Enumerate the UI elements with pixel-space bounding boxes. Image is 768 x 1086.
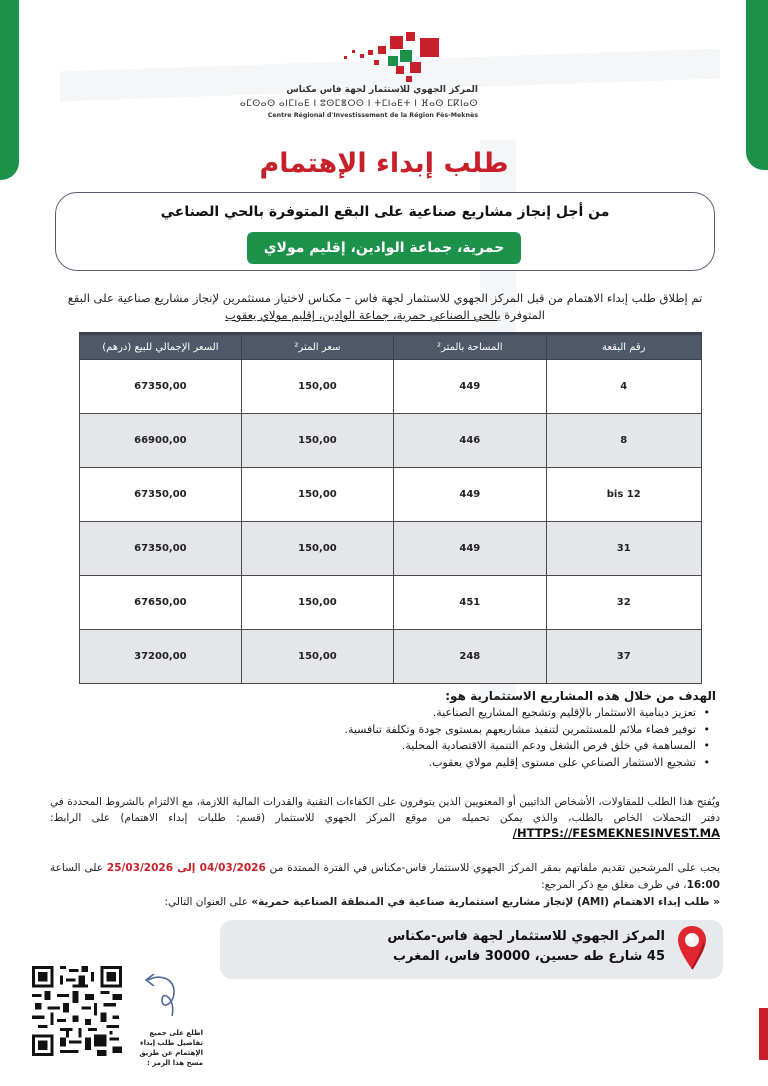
deadline-text: على العنوان التالي: <box>164 896 252 908</box>
goals-title: الهدف من خلال هذه المشاريع الاستثمارية هو: <box>445 689 716 703</box>
org-name-tifinagh: ⴰⵎⵙⴰⵙ ⴰⵏⵎⵏⴰⴹ ⵏ ⵓⵙⵎⴻⵔⵙ ⵏ ⵜⵎⵏⴰⴹⵜ ⵏ ⴼⴰⵙ ⵎⴽⵏⴰⵙ <box>239 99 478 109</box>
qr-code[interactable] <box>32 966 122 1056</box>
qr-caption: اطلع على جميع تفاصيل طلب إبداء الإهتمام عن طريق مسح هذا الرمز : <box>139 1029 203 1067</box>
column-header-total: السعر الإجمالي للبيع (درهم) <box>80 334 242 360</box>
cell-total: 67350,00 <box>80 468 242 522</box>
to-word: إلى <box>173 862 200 874</box>
red-accent-bar <box>759 1008 768 1060</box>
column-header-area: المساحة بالمتر² <box>394 334 546 360</box>
table-row <box>80 630 702 684</box>
table-row <box>80 468 702 522</box>
org-name-french: Centre Régional d'Investissement de la Région Fès-Meknès <box>267 112 478 119</box>
list-item: • تشجيع الاستثمار الصناعي على مستوى إقليم مولاي يعقوب. <box>216 755 712 772</box>
list-item: • المساهمة في خلق فرص الشغل ودعم التنمية الاقتصادية المحلية. <box>216 738 712 755</box>
eligibility-text: ويُفتح هذا الطلب للمقاولات، الأشخاص الذاتيين أو المعنويين الذين يتوفرون على الكفاءات التقنية والقدرات المالية اللازمة، مع الالتزام بالشروط المحددة في دفتر التحملات الخاص بالطلب، والذي يمكن تحميله من موقع المركز الجهوي للاستثمار (قسم: طلبات إبداء الاهتمام) على الرابط: <box>50 796 720 824</box>
cell-area: 449 <box>394 522 546 576</box>
org-name-arabic: المركز الجهوي للاستثمار لجهة فاس مكناس <box>286 85 478 95</box>
date-to: 25/03/2026 <box>106 862 174 874</box>
cell-plot: 31 <box>546 522 702 576</box>
goals-section <box>216 689 716 771</box>
intro-paragraph <box>50 290 720 324</box>
cell-plot: 12 bis <box>546 468 702 522</box>
cell-total: 67350,00 <box>80 522 242 576</box>
table-row <box>80 360 702 414</box>
cell-area: 449 <box>394 360 546 414</box>
website-link[interactable]: HTTPS://FESMEKNESINVEST.MA/ <box>512 826 720 840</box>
cell-area: 248 <box>394 630 546 684</box>
cell-plot: 37 <box>546 630 702 684</box>
cell-total: 37200,00 <box>80 630 242 684</box>
list-item: • توفير فضاء ملائم للمستثمرين لتنفيذ مشاريعهم بمستوى جودة وتكلفة تنافسية. <box>216 722 712 739</box>
deadline-text: يجب على المرشحين تقديم ملفاتهم بمقر المركز الجهوي للاستثمار فاس-مكناس في الفترة الممتدة من <box>265 862 721 874</box>
list-item: • تعزيز دينامية الاستثمار بالإقليم وتشجيع المشاريع الصناعية. <box>216 705 712 722</box>
cell-price-m2: 150,00 <box>241 522 393 576</box>
address-line1: المركز الجهوي للاستثمار لجهة فاس-مكناس <box>387 929 665 944</box>
address-text <box>387 927 665 967</box>
subject-text: من أجل إنجاز مشاريع صناعية على البقع المتوفرة بالحي الصناعي <box>160 204 610 220</box>
cell-area: 446 <box>394 414 546 468</box>
cell-plot: 4 <box>546 360 702 414</box>
cell-area: 451 <box>394 576 546 630</box>
plots-table <box>79 332 702 684</box>
cell-total: 67650,00 <box>80 576 242 630</box>
cell-plot: 32 <box>546 576 702 630</box>
table-row <box>80 576 702 630</box>
green-corner-bar-right <box>746 0 768 170</box>
column-header-price-m2: سعر المتر² <box>241 334 393 360</box>
cell-price-m2: 150,00 <box>241 630 393 684</box>
cell-plot: 8 <box>546 414 702 468</box>
intro-location-underlined: بالحي الصناعي حمرية، جماعة الوادين، إقليم مولاي يعقوب <box>225 308 501 322</box>
cell-price-m2: 150,00 <box>241 468 393 522</box>
cell-price-m2: 150,00 <box>241 414 393 468</box>
cell-area: 449 <box>394 468 546 522</box>
goals-list <box>216 705 716 771</box>
cell-total: 66900,00 <box>80 414 242 468</box>
table-header-row <box>80 334 702 360</box>
date-from: 04/03/2026 <box>199 862 266 874</box>
address-box <box>220 920 723 979</box>
deadline-paragraph <box>50 860 720 911</box>
reference-text: « طلب إبداء الاهتمام (AMI) لإنجاز مشاريع استثمارية صناعية في المنطقة الصناعية حمرية» <box>251 896 720 908</box>
column-header-plot: رقم البقعة <box>546 334 702 360</box>
crifm-logo-icon <box>330 28 440 83</box>
cell-price-m2: 150,00 <box>241 576 393 630</box>
curved-arrow-icon <box>140 968 190 1026</box>
deadline-text: ، في ظرف مغلق مع ذكر المرجع: <box>541 879 687 891</box>
deadline-text: على الساعة <box>50 862 107 874</box>
organization-logo <box>239 28 490 123</box>
location-pin-icon <box>677 925 707 971</box>
deadline-time: 16:00 <box>686 879 720 891</box>
eligibility-paragraph <box>50 795 720 843</box>
cell-total: 67350,00 <box>80 360 242 414</box>
page-title: طلب إبداء الإهتمام <box>259 148 509 179</box>
intro-text: تم إطلاق طلب إبداء الاهتمام من قبل المركز الجهوي للاستثمار لجهة فاس – مكناس لاختيار مستثمرين لإنجاز مشاريع صناعية على البقع المتوفرة <box>67 291 703 322</box>
location-badge: حمرية، جماعة الوادين، إقليم مولاي يعقوب <box>247 232 521 264</box>
table-row <box>80 414 702 468</box>
cell-price-m2: 150,00 <box>241 360 393 414</box>
table-row <box>80 522 702 576</box>
address-line2: 45 شارع طه حسين، 30000 فاس، المغرب <box>392 949 665 964</box>
